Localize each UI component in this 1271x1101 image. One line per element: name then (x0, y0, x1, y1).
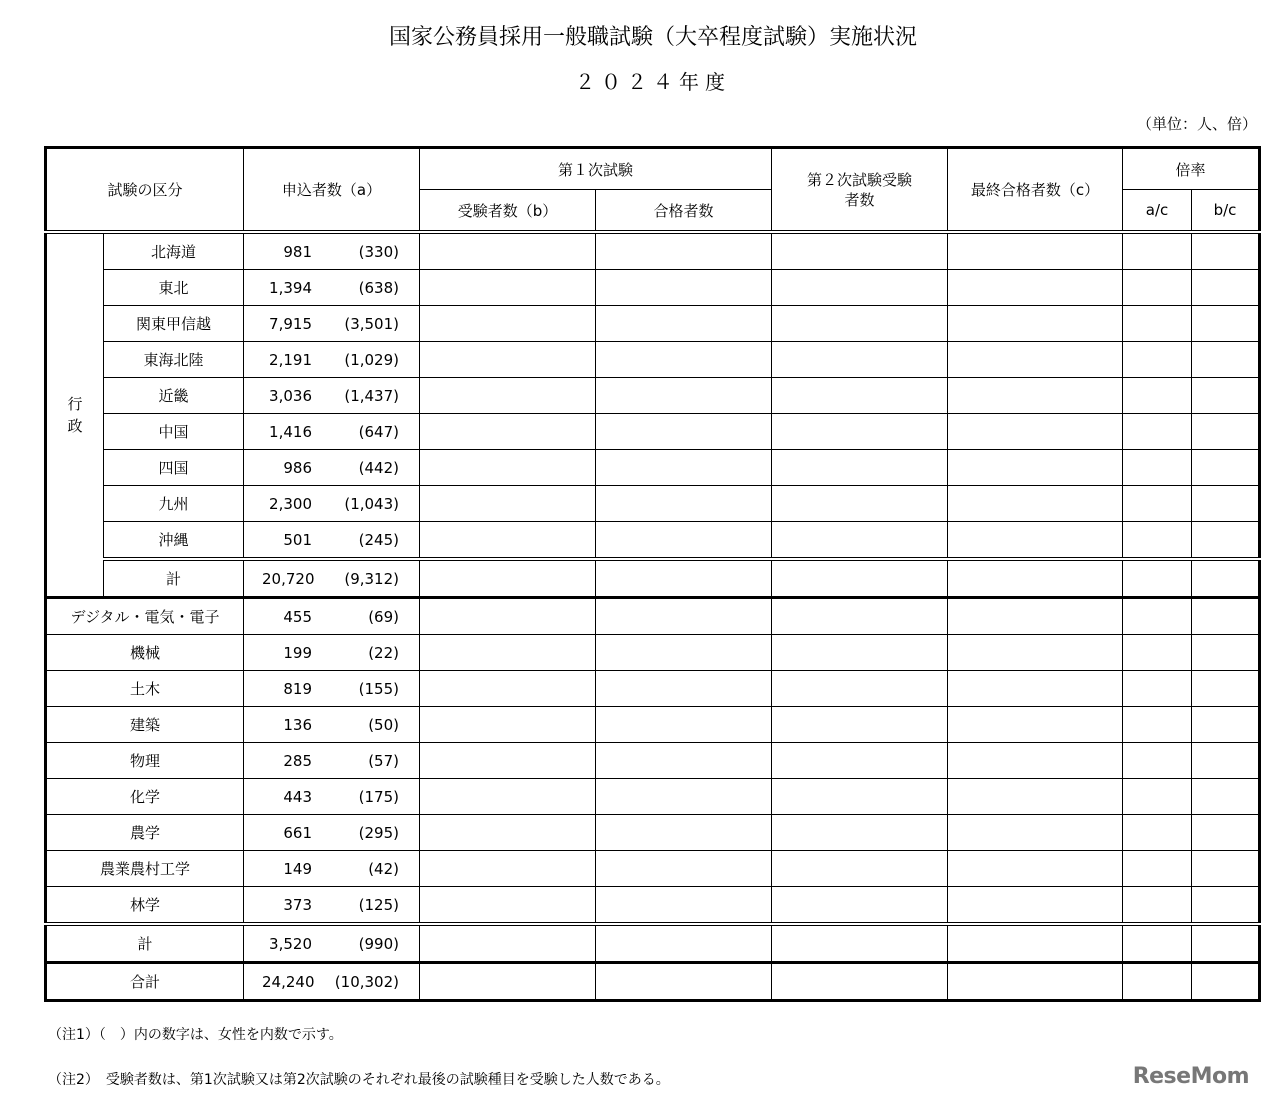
applicants-count: 373 (283, 895, 312, 914)
applicants-cell (244, 414, 420, 450)
passers-cell (596, 779, 772, 815)
female-count: (295) (358, 823, 399, 842)
ratio-bc-cell (1192, 522, 1260, 560)
applicants-cell (244, 378, 420, 414)
table-row (46, 306, 1260, 342)
examinees-cell (420, 414, 596, 450)
female-count: (442) (358, 458, 399, 477)
applicants-count: 501 (283, 530, 312, 549)
female-count: (647) (358, 422, 399, 441)
second-exam-cell (772, 851, 948, 887)
applicants-count: 443 (283, 787, 312, 806)
examinees-cell (420, 378, 596, 414)
exam-status-table (44, 146, 1261, 1002)
ratio-bc-cell (1192, 815, 1260, 851)
ratio-ac-cell (1123, 635, 1192, 671)
ratio-ac-cell (1123, 743, 1192, 779)
table-row (46, 779, 1260, 815)
ratio-ac-cell (1123, 232, 1192, 270)
header-ratio-ac: a/c (1123, 190, 1192, 233)
gyosei-label-text: 行政 (67, 395, 83, 435)
final-passers-cell (948, 963, 1123, 1001)
ratio-ac-cell (1123, 486, 1192, 522)
examinees-cell (420, 743, 596, 779)
final-passers-cell (948, 671, 1123, 707)
ratio-ac-cell (1123, 779, 1192, 815)
examinees-cell (420, 232, 596, 270)
second-exam-cell (772, 270, 948, 306)
second-exam-cell (772, 522, 948, 560)
fiscal-year: ２０２４年度 (575, 70, 731, 94)
category-name: 計 (46, 924, 244, 963)
category-name: 農学 (46, 815, 244, 851)
ratio-bc-cell (1192, 270, 1260, 306)
final-passers-cell (948, 779, 1123, 815)
second-exam-cell (772, 306, 948, 342)
ratio-bc-cell (1192, 707, 1260, 743)
passers-cell (596, 232, 772, 270)
female-count: (155) (358, 679, 399, 698)
table-row (46, 522, 1260, 560)
grand-total-row (46, 963, 1260, 1001)
applicants-cell (244, 743, 420, 779)
category-name: 農業農村工学 (46, 851, 244, 887)
applicants-count: 661 (283, 823, 312, 842)
header-ratio-bc: b/c (1192, 190, 1260, 233)
table-row (46, 378, 1260, 414)
ratio-ac-cell (1123, 887, 1192, 925)
table-row (46, 671, 1260, 707)
applicants-count: 20,720 (262, 569, 315, 588)
passers-cell (596, 306, 772, 342)
category-name: 沖縄 (104, 522, 244, 560)
second-exam-cell (772, 414, 948, 450)
ratio-bc-cell (1192, 779, 1260, 815)
table-row (46, 450, 1260, 486)
applicants-count: 1,416 (269, 422, 312, 441)
ratio-bc-cell (1192, 342, 1260, 378)
female-count: (330) (358, 242, 399, 261)
applicants-count: 7,915 (269, 314, 312, 333)
female-count: (638) (358, 278, 399, 297)
passers-cell (596, 851, 772, 887)
table-row (46, 232, 1260, 270)
table-row (46, 635, 1260, 671)
unit-label: （単位：人、倍） (1136, 115, 1257, 133)
applicants-cell (244, 707, 420, 743)
header-first-exam: 第１次試験 (420, 148, 772, 190)
female-count: (175) (358, 787, 399, 806)
female-count: (3,501) (344, 314, 399, 333)
passers-cell (596, 815, 772, 851)
female-count: (22) (368, 643, 399, 662)
applicants-count: 1,394 (269, 278, 312, 297)
category-name: 建築 (46, 707, 244, 743)
female-count: (1,437) (344, 386, 399, 405)
ratio-ac-cell (1123, 707, 1192, 743)
applicants-cell (244, 924, 420, 963)
passers-cell (596, 743, 772, 779)
table-row (46, 414, 1260, 450)
applicants-count: 285 (283, 751, 312, 770)
passers-cell (596, 486, 772, 522)
female-count: (69) (368, 607, 399, 626)
passers-cell (596, 598, 772, 635)
applicants-cell (244, 671, 420, 707)
examinees-cell (420, 450, 596, 486)
examinees-cell (420, 486, 596, 522)
final-passers-cell (948, 232, 1123, 270)
header-second-exam: 第２次試験受験者数 (772, 148, 948, 233)
category-name: 北海道 (104, 232, 244, 270)
ratio-bc-cell (1192, 635, 1260, 671)
passers-cell (596, 635, 772, 671)
tech-total-row (46, 924, 1260, 963)
second-exam-cell (772, 559, 948, 598)
final-passers-cell (948, 486, 1123, 522)
ratio-bc-cell (1192, 378, 1260, 414)
second-exam-cell (772, 598, 948, 635)
note-2: （注2） 受験者数は、第1次試験又は第2次試験のそれぞれ最後の試験種目を受験した人数である。 (48, 1072, 670, 1088)
ratio-bc-cell (1192, 559, 1260, 598)
examinees-cell (420, 559, 596, 598)
applicants-count: 199 (283, 643, 312, 662)
examinees-cell (420, 306, 596, 342)
examinees-cell (420, 963, 596, 1001)
final-passers-cell (948, 635, 1123, 671)
category-name: 関東甲信越 (104, 306, 244, 342)
applicants-count: 136 (283, 715, 312, 734)
table-row (46, 486, 1260, 522)
table-row (46, 887, 1260, 925)
ratio-ac-cell (1123, 924, 1192, 963)
applicants-count: 3,036 (269, 386, 312, 405)
category-name: 機械 (46, 635, 244, 671)
ratio-bc-cell (1192, 598, 1260, 635)
second-exam-cell (772, 963, 948, 1001)
category-name: 物理 (46, 743, 244, 779)
final-passers-cell (948, 522, 1123, 560)
second-exam-cell (772, 232, 948, 270)
second-exam-cell (772, 486, 948, 522)
examinees-cell (420, 707, 596, 743)
second-exam-cell (772, 450, 948, 486)
ratio-bc-cell (1192, 671, 1260, 707)
passers-cell (596, 671, 772, 707)
second-exam-cell (772, 779, 948, 815)
final-passers-cell (948, 270, 1123, 306)
ratio-ac-cell (1123, 815, 1192, 851)
applicants-cell (244, 815, 420, 851)
header-ratio: 倍率 (1123, 148, 1260, 190)
table-row (46, 598, 1260, 635)
final-passers-cell (948, 707, 1123, 743)
category-name: 中国 (104, 414, 244, 450)
applicants-cell (244, 598, 420, 635)
examinees-cell (420, 851, 596, 887)
ratio-ac-cell (1123, 450, 1192, 486)
ratio-ac-cell (1123, 306, 1192, 342)
second-exam-cell (772, 342, 948, 378)
final-passers-cell (948, 559, 1123, 598)
applicants-cell (244, 635, 420, 671)
female-count: (9,312) (344, 569, 399, 588)
female-count: (50) (368, 715, 399, 734)
resemom-logo: ReseMom (1132, 1064, 1249, 1089)
examinees-cell (420, 887, 596, 925)
second-exam-cell (772, 671, 948, 707)
category-name: 九州 (104, 486, 244, 522)
applicants-cell (244, 522, 420, 560)
examinees-cell (420, 522, 596, 560)
examinees-cell (420, 342, 596, 378)
applicants-count: 24,240 (262, 972, 315, 991)
final-passers-cell (948, 342, 1123, 378)
gyosei-label (46, 232, 104, 598)
applicants-count: 986 (283, 458, 312, 477)
ratio-ac-cell (1123, 522, 1192, 560)
applicants-cell (244, 232, 420, 270)
final-passers-cell (948, 598, 1123, 635)
final-passers-cell (948, 743, 1123, 779)
category-name: デジタル・電気・電子 (46, 598, 244, 635)
second-exam-cell (772, 378, 948, 414)
examinees-cell (420, 779, 596, 815)
ratio-bc-cell (1192, 887, 1260, 925)
final-passers-cell (948, 851, 1123, 887)
header-final-passers: 最終合格者数（c） (948, 148, 1123, 233)
applicants-cell (244, 306, 420, 342)
category-name: 化学 (46, 779, 244, 815)
ratio-bc-cell (1192, 414, 1260, 450)
second-exam-cell (772, 743, 948, 779)
examinees-cell (420, 671, 596, 707)
passers-cell (596, 963, 772, 1001)
header-examinees: 受験者数（b） (420, 190, 596, 233)
ratio-ac-cell (1123, 598, 1192, 635)
female-count: (1,043) (344, 494, 399, 513)
examinees-cell (420, 815, 596, 851)
passers-cell (596, 450, 772, 486)
table-row (46, 707, 1260, 743)
final-passers-cell (948, 378, 1123, 414)
examinees-cell (420, 270, 596, 306)
ratio-bc-cell (1192, 924, 1260, 963)
female-count: (990) (358, 934, 399, 953)
passers-cell (596, 342, 772, 378)
table-row (46, 851, 1260, 887)
final-passers-cell (948, 815, 1123, 851)
female-count: (245) (358, 530, 399, 549)
final-passers-cell (948, 450, 1123, 486)
category-name: 東北 (104, 270, 244, 306)
examinees-cell (420, 635, 596, 671)
female-count: (10,302) (334, 972, 399, 991)
passers-cell (596, 378, 772, 414)
category-name: 合計 (46, 963, 244, 1001)
final-passers-cell (948, 306, 1123, 342)
applicants-count: 981 (283, 242, 312, 261)
second-exam-cell (772, 707, 948, 743)
ratio-bc-cell (1192, 743, 1260, 779)
second-exam-cell (772, 887, 948, 925)
examinees-cell (420, 598, 596, 635)
ratio-bc-cell (1192, 232, 1260, 270)
passers-cell (596, 887, 772, 925)
passers-cell (596, 924, 772, 963)
category-name: 土木 (46, 671, 244, 707)
examinees-cell (420, 924, 596, 963)
ratio-bc-cell (1192, 486, 1260, 522)
applicants-count: 2,191 (269, 350, 312, 369)
final-passers-cell (948, 887, 1123, 925)
page-title: 国家公務員採用一般職試験（大卒程度試験）実施状況 (388, 25, 917, 50)
female-count: (125) (358, 895, 399, 914)
applicants-cell (244, 779, 420, 815)
second-exam-cell (772, 635, 948, 671)
passers-cell (596, 522, 772, 560)
applicants-count: 819 (283, 679, 312, 698)
table-row (46, 270, 1260, 306)
category-name: 四国 (104, 450, 244, 486)
ratio-ac-cell (1123, 963, 1192, 1001)
ratio-bc-cell (1192, 963, 1260, 1001)
applicants-count: 149 (283, 859, 312, 878)
ratio-ac-cell (1123, 851, 1192, 887)
category-name: 東海北陸 (104, 342, 244, 378)
passers-cell (596, 270, 772, 306)
passers-cell (596, 414, 772, 450)
ratio-ac-cell (1123, 414, 1192, 450)
header-category: 試験の区分 (46, 148, 244, 233)
second-exam-cell (772, 815, 948, 851)
applicants-cell (244, 270, 420, 306)
ratio-ac-cell (1123, 671, 1192, 707)
applicants-cell (244, 851, 420, 887)
ratio-bc-cell (1192, 450, 1260, 486)
applicants-cell (244, 450, 420, 486)
header-passers: 合格者数 (596, 190, 772, 233)
applicants-cell (244, 486, 420, 522)
final-passers-cell (948, 924, 1123, 963)
ratio-ac-cell (1123, 559, 1192, 598)
applicants-cell (244, 963, 420, 1001)
note-1: （注1）（ ）内の数字は、女性を内数で示す。 (48, 1027, 343, 1043)
applicants-count: 2,300 (269, 494, 312, 513)
ratio-ac-cell (1123, 270, 1192, 306)
applicants-cell (244, 887, 420, 925)
ratio-ac-cell (1123, 342, 1192, 378)
second-exam-cell (772, 924, 948, 963)
ratio-bc-cell (1192, 851, 1260, 887)
female-count: (42) (368, 859, 399, 878)
applicants-count: 455 (283, 607, 312, 626)
applicants-cell (244, 559, 420, 598)
category-name: 計 (104, 559, 244, 598)
ratio-bc-cell (1192, 306, 1260, 342)
category-name: 近畿 (104, 378, 244, 414)
category-name: 林学 (46, 887, 244, 925)
ratio-ac-cell (1123, 378, 1192, 414)
female-count: (57) (368, 751, 399, 770)
female-count: (1,029) (344, 350, 399, 369)
gyosei-total-row (46, 559, 1260, 598)
applicants-cell (244, 342, 420, 378)
passers-cell (596, 559, 772, 598)
table-row (46, 815, 1260, 851)
applicants-count: 3,520 (269, 934, 312, 953)
header-applicants: 申込者数（a） (244, 148, 420, 233)
table-row (46, 743, 1260, 779)
passers-cell (596, 707, 772, 743)
final-passers-cell (948, 414, 1123, 450)
table-row (46, 342, 1260, 378)
